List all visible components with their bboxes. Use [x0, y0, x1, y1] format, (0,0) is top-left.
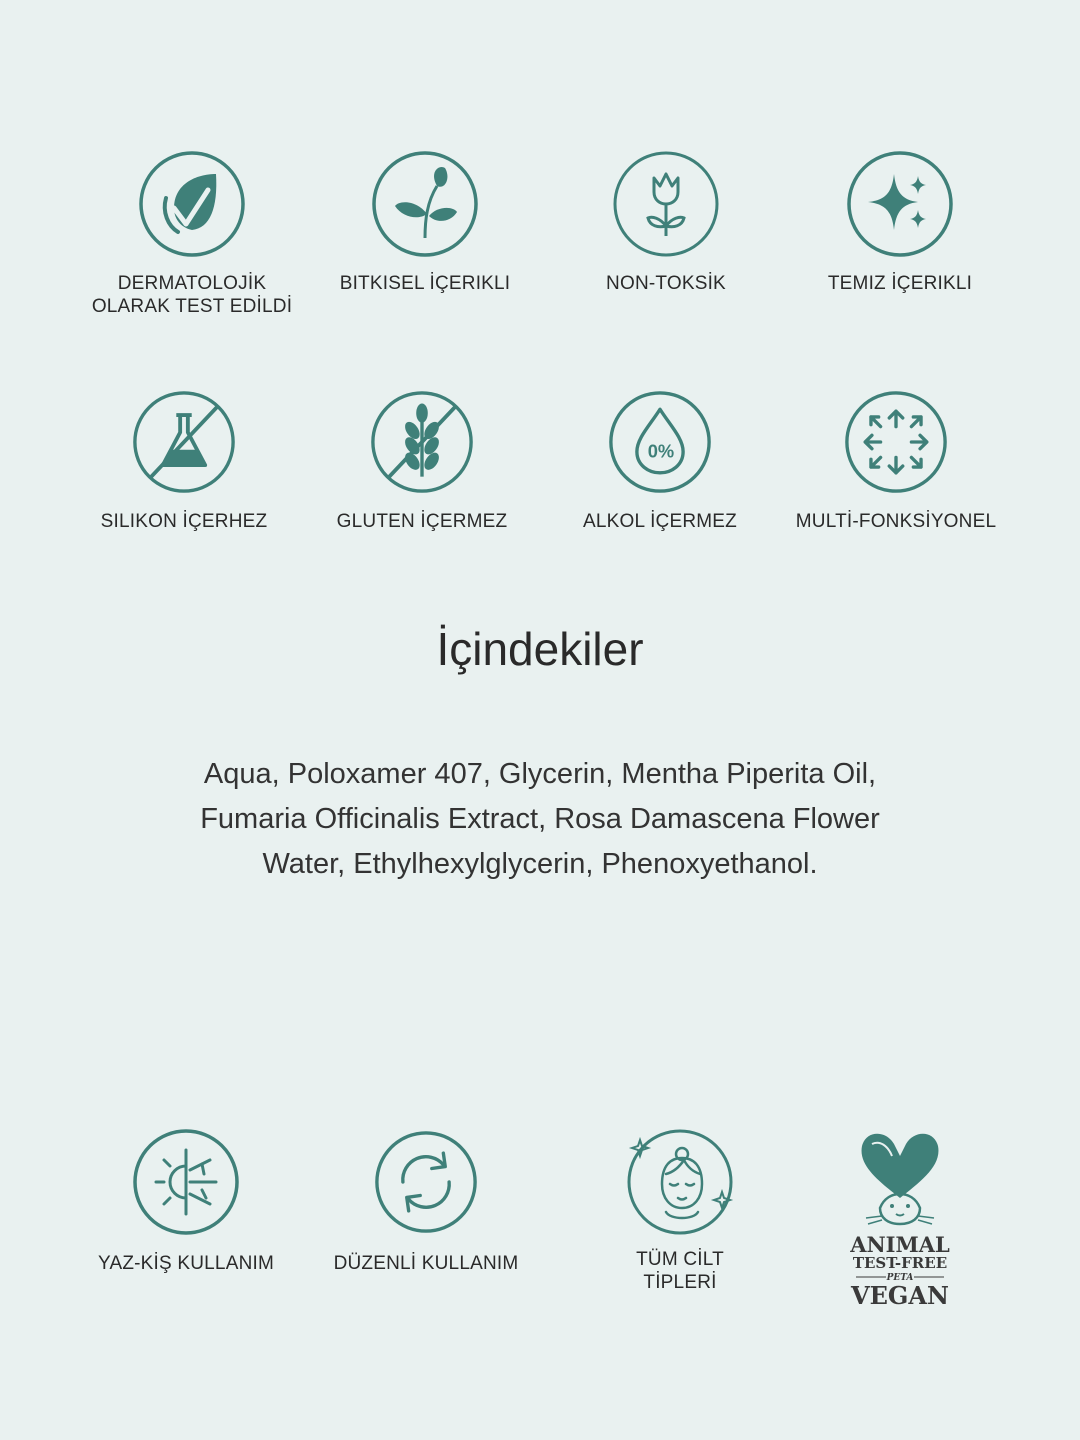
badge-silicone-free: [64, 390, 304, 533]
badge-herbal: [305, 150, 545, 295]
vegan-line1: ANIMAL: [850, 1232, 950, 1257]
sun-snow-icon: [132, 1128, 240, 1236]
no-gluten-wheat-icon: [370, 390, 474, 494]
badge-label: YAZ-KİŞ KULLANIM: [98, 1253, 274, 1274]
badge-all-skin-types: [560, 1128, 800, 1294]
badge-label: DÜZENLİ KULLANIM: [333, 1253, 519, 1274]
badge-clean-ingredients: [780, 150, 1020, 295]
badge-label: DERMATOLOJİK OLARAK TEST EDİLDİ: [91, 273, 293, 317]
badge-label: BITKISEL İÇERIKLI: [339, 273, 511, 294]
badge-label: MULTİ-FONKSİYONEL: [795, 511, 997, 532]
ingredients-text: Aqua, Poloxamer 407, Glycerin, Mentha Piperita Oil, Fumaria Officinalis Extract, Rosa Damascena Flower Water, Ethylhexylglycerin, Phenoxyethanol.: [200, 758, 880, 880]
badge-dermatologically-tested: [72, 150, 312, 318]
multi-arrows-icon: [844, 390, 948, 494]
vegan-line2: TEST-FREE: [852, 1254, 948, 1272]
vegan-line4: VEGAN: [851, 1281, 949, 1310]
plant-leaves-icon: [371, 150, 479, 258]
badge-alcohol-free: [540, 390, 780, 533]
badge-non-toxic: [546, 150, 786, 295]
badge-regular-use: [306, 1130, 546, 1275]
badge-label: NON-TOKSİK: [606, 273, 726, 294]
badge-all-season: [66, 1128, 306, 1275]
no-silicone-flask-icon: [132, 390, 236, 494]
vegan-line3: PETA: [886, 1273, 914, 1283]
badge-label: GLUTEN İÇERMEZ: [336, 511, 508, 532]
ingredients-title: İçindekiler: [436, 623, 644, 675]
badge-label: SILIKON İÇERHEZ: [100, 511, 268, 532]
drop-zero-percent-icon: [608, 390, 712, 494]
drop-percent-text: 0%: [647, 440, 675, 462]
tulip-icon: [612, 150, 720, 258]
leaf-check-icon: [138, 150, 246, 258]
face-icon: [626, 1128, 734, 1236]
bunny-heart-icon: [840, 1126, 960, 1310]
badge-label: TÜM CİLT TİPLERİ: [636, 1249, 724, 1293]
sparkle-icon: [846, 150, 954, 258]
badge-label: ALKOL İÇERMEZ: [583, 511, 737, 532]
refresh-cycle-icon: [374, 1130, 478, 1234]
badge-vegan-peta: [780, 1126, 1020, 1310]
badge-multi-functional: [776, 390, 1016, 533]
badge-gluten-free: [302, 390, 542, 533]
badge-label: TEMIZ İÇERIKLI: [827, 273, 973, 294]
